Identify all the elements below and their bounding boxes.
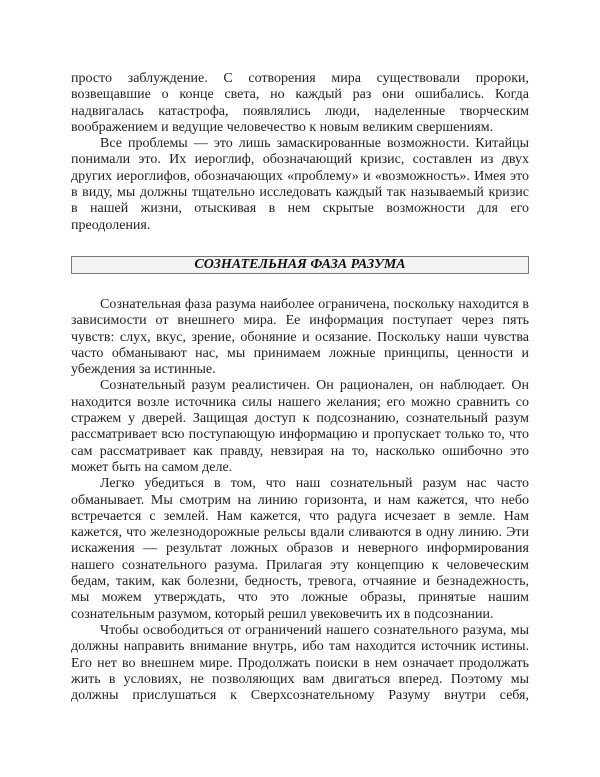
text-line: в нашей жизни, отыскивая в нем скрытые возможности для его bbox=[71, 201, 529, 217]
text-line: находится возле источника силы нашего желания; его можно сравнить со bbox=[71, 394, 529, 410]
text-line: Его нет во внешнем мире. Продолжать поиски в нем означает продолжать bbox=[71, 655, 529, 671]
section-heading: СОЗНАТЕЛЬНАЯ ФАЗА РАЗУМА bbox=[71, 256, 529, 274]
text-line: кажется, что железнодорожные рельсы вдали сливаются в одну линию. Эти bbox=[71, 525, 529, 541]
paragraph bbox=[71, 623, 529, 704]
text-line: может быть на самом деле. bbox=[71, 459, 233, 475]
text-line: зависимости от внешнего мира. Ее информация поступает через пять bbox=[71, 313, 529, 329]
text-line: убеждения за истинные. bbox=[71, 362, 216, 378]
intro-text bbox=[71, 71, 529, 234]
text-line: стражем у дверей. Защищая доступ к подсознанию, сознательный разум bbox=[71, 411, 529, 427]
text-line: сам рассматривает как правду, невзирая на то, насколько ошибочно это bbox=[71, 443, 529, 459]
text-line: преодоления. bbox=[71, 217, 151, 233]
text-line: воображением и ведущие человечество к новым великим свершениям. bbox=[71, 119, 494, 135]
text-line: в виду, мы должны тщательно исследовать каждый так называемый кризис bbox=[71, 185, 529, 201]
paragraph bbox=[71, 71, 529, 136]
paragraph bbox=[71, 136, 529, 234]
paragraph bbox=[71, 378, 529, 476]
paragraph bbox=[71, 476, 529, 623]
text-line: чувств: слух, вкус, зрение, обоняние и осязание. Поскольку наши чувства bbox=[71, 329, 529, 345]
text-line: Сознательный разум реалистичен. Он рационален, он наблюдает. Он bbox=[100, 378, 529, 394]
text-line: сознательным разумом, который решил увековечить их в подсознании. bbox=[71, 606, 494, 622]
text-line: жить в условиях, не позволяющих вам двигаться вперед. Поэтому мы bbox=[71, 671, 529, 687]
text-line: понимали это. Их иероглиф, обозначающий кризис, составлен из двух bbox=[71, 152, 529, 168]
text-line: других иероглифов, обозначающих «проблему» и «возможность». Имея это bbox=[71, 168, 529, 184]
text-line: часто обманывают нас, мы принимаем ложные принципы, ценности и bbox=[71, 345, 529, 361]
paragraph bbox=[71, 297, 529, 378]
text-line: просто заблуждение. С сотворения мира существовали пророки, bbox=[71, 71, 529, 86]
text-line: Все проблемы — это лишь замаскированные возможности. Китайцы bbox=[100, 136, 529, 152]
text-line: возвещавшие о конце света, но каждый раз они ошибались. Когда bbox=[71, 87, 529, 103]
text-line: надвигалась катастрофа, появлялись люди, наделенные творческим bbox=[71, 103, 529, 119]
text-line: должны прислушаться к Сверхсознательному Разуму внутри себя, bbox=[71, 688, 529, 704]
text-line: рассматривает всю поступающую информацию и пропускает только то, что bbox=[71, 427, 529, 443]
text-line: встречается с землей. Нам кажется, что радуга исчезает в земле. Нам bbox=[71, 508, 529, 524]
text-line: Чтобы освободиться от ограничений нашего сознательного разума, мы bbox=[100, 622, 529, 638]
text-line: искажения — результат ложных образов и неверного информирования bbox=[71, 541, 529, 557]
text-line: нашего сознательного разума. Прилагая эту концепцию к человеческим bbox=[71, 557, 529, 573]
text-line: обманывает. Мы смотрим на линию горизонта, и нам кажется, что небо bbox=[71, 492, 529, 508]
text-line: Легко убедиться в том, что наш сознательный разум нас часто bbox=[100, 476, 529, 492]
text-line: должны направить внимание внутрь, ибо там находится источник истины. bbox=[71, 639, 529, 655]
section-body bbox=[71, 297, 529, 704]
text-line: мы можем утверждать, что это ложные образы, принятые нашим bbox=[71, 590, 529, 606]
text-line: бедам, таким, как болезни, бедность, тревога, отчаяние и безнадежность, bbox=[71, 574, 529, 590]
text-line: Сознательная фаза разума наиболее ограничена, поскольку находится в bbox=[100, 297, 529, 312]
